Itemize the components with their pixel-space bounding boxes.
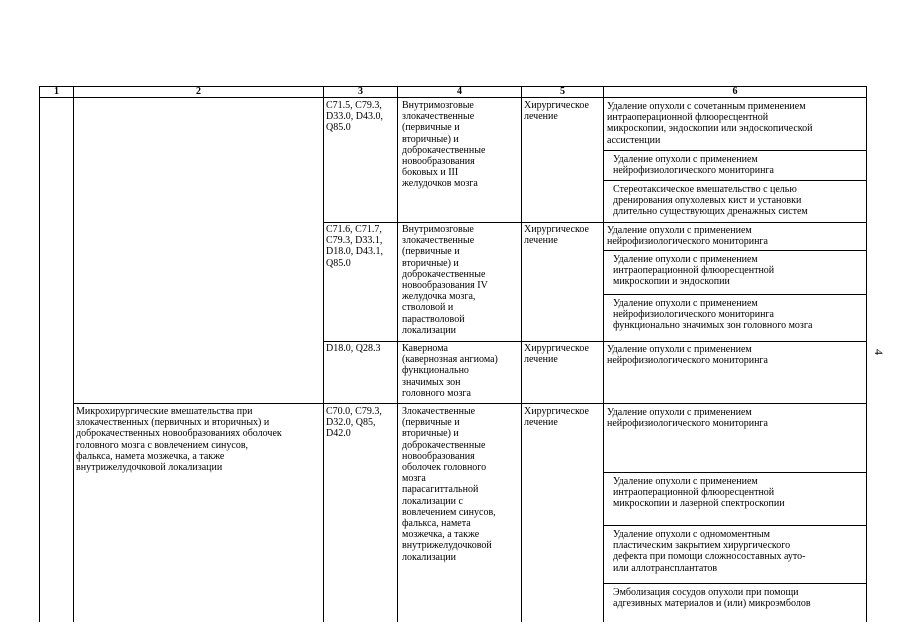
method-line-4b	[603, 525, 867, 526]
method-line-1a	[603, 150, 867, 151]
page-number: 4	[872, 349, 886, 355]
row4-method-1: Удаление опухоли с применением нейрофизиологического мониторинга	[607, 407, 768, 430]
group2-intervention: Микрохирургические вмешательства при злокачественных (первичных и вторичных) и доброкачественных новообразованиях оболочек головного мозга с вовлечением синусов, фалькса, намета мозжечка, а также внутрижелудочковой локализации	[76, 406, 282, 474]
row3-codes: D18.0, Q28.3	[326, 343, 381, 354]
method-line-4a	[603, 472, 867, 473]
row2-method-3: Удаление опухоли с применением нейрофизиологического мониторинга функционально значимых зон головного мозга	[613, 298, 813, 332]
row1-treatment: Хирургическое лечение	[524, 100, 589, 123]
header-col-2: 2	[196, 86, 201, 97]
table-border-left	[39, 86, 40, 622]
row4-method-4: Эмболизация сосудов опухоли при помощи адгезивных материалов и (или) микроэмболов	[613, 587, 811, 610]
row4-method-2: Удаление опухоли с применением интраоперационной флюоресцентной микроскопии и лазерной спектроскопии	[613, 476, 785, 510]
col-divider-4-5	[521, 86, 522, 622]
col-divider-1-2	[73, 86, 74, 622]
row2-treatment: Хирургическое лечение	[524, 224, 589, 247]
row-line-2	[323, 341, 867, 342]
method-line-1b	[603, 180, 867, 181]
row-line-1	[323, 222, 867, 223]
col-divider-2-3	[323, 86, 324, 622]
row4-codes: C70.0, C79.3, D32.0, Q85, D42.0	[326, 406, 382, 440]
row2-method-2: Удаление опухоли с применением интраоперационной флюоресцентной микроскопии и эндоскопии	[613, 254, 775, 288]
header-col-6: 6	[732, 86, 738, 97]
row3-method-1: Удаление опухоли с применением нейрофизиологического мониторинга	[607, 344, 768, 367]
row3-treatment: Хирургическое лечение	[524, 343, 589, 366]
row1-description: Внутримозговые злокачественные (первичные и вторичные) и доброкачественные новообразования боковых и III желудочков мозга	[402, 100, 486, 190]
row4-method-3: Удаление опухоли с одномоментным пластическим закрытием хирургического дефекта при помощи сложносоставных ауто- или аллотрансплантатов	[613, 529, 806, 574]
method-line-4c	[603, 583, 867, 584]
method-line-2b	[603, 294, 867, 295]
row2-codes: C71.6, C71.7, C79.3, D33.1, D18.0, D43.1, Q85.0	[326, 224, 383, 269]
row3-description: Кавернома (кавернозная ангиома) функционально значимых зон головного мозга	[402, 343, 498, 399]
group-line	[73, 403, 867, 404]
method-line-2a	[603, 250, 867, 251]
row1-codes: C71.5, C79.3, D33.0, D43.0, Q85.0	[326, 100, 383, 134]
row4-treatment: Хирургическое лечение	[524, 406, 589, 429]
header-col-3: 3	[358, 86, 363, 97]
header-col-1: 1	[54, 86, 59, 97]
row1-method-2: Удаление опухоли с применением нейрофизиологического мониторинга	[613, 154, 774, 177]
row1-method-3: Стереотаксическое вмешательство с целью дренирования опухолевых кист и установки длительно существующих дренажных систем	[613, 184, 808, 218]
row2-description: Внутримозговые злокачественные (первичные и вторичные) и доброкачественные новообразования IV желудочка мозга, стволовой и парастволовой локализации	[402, 224, 488, 336]
row2-method-1: Удаление опухоли с применением нейрофизиологического мониторинга	[607, 225, 768, 248]
header-col-4: 4	[457, 86, 462, 97]
header-col-5: 5	[560, 86, 565, 97]
row1-method-1: Удаление опухоли с сочетанным применением интраоперационной флюоресцентной микроскопии, эндоскопии или эндоскопической ассистенции	[607, 101, 813, 146]
row4-description: Злокачественные (первичные и вторичные) и доброкачественные новообразования оболочек головного мозга парасагиттальной локализации с вовлечением синусов, фалькса, намета мозжечка, а также внутрижелудочковой локализации	[402, 406, 496, 563]
table-border-right	[866, 86, 867, 622]
